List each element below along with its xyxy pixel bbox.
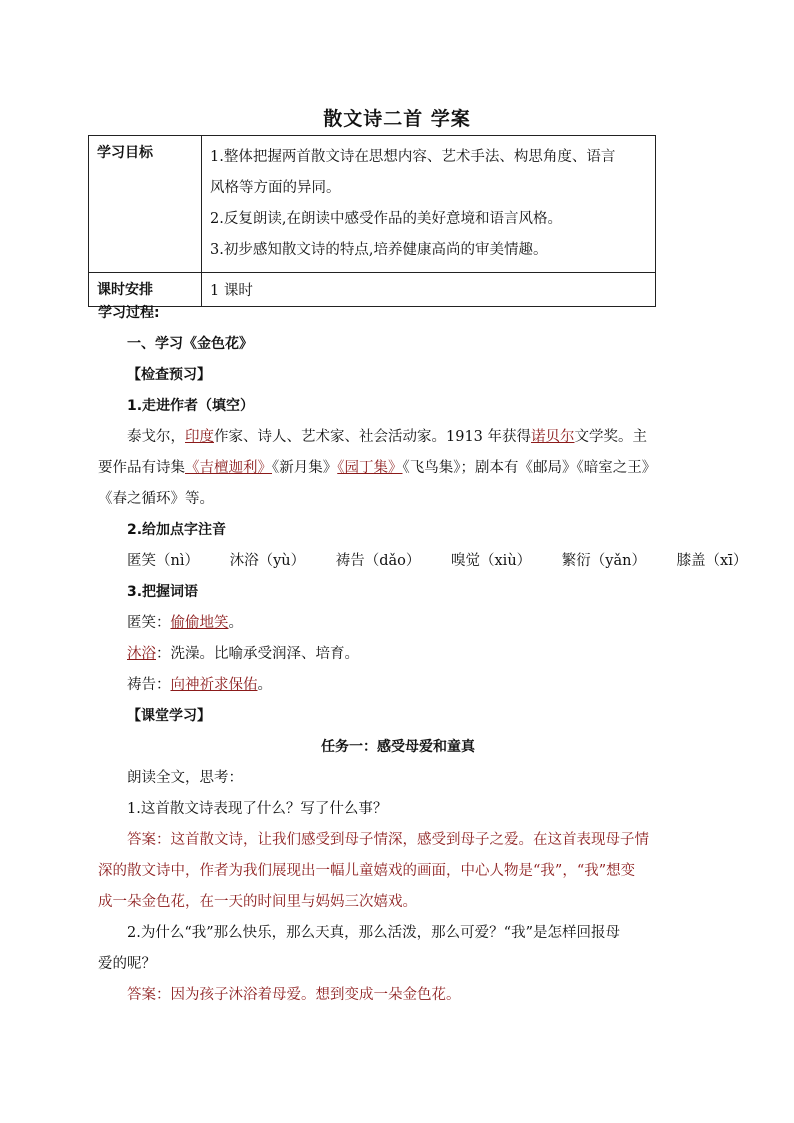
answer-prize: 诺贝尔 <box>531 429 575 445</box>
text: 《飞鸟集》；剧本有《邮局》《暗室之王》 <box>402 460 657 476</box>
goals-label: 学习目标 <box>89 136 202 273</box>
text: 要作品有诗集 <box>98 460 185 476</box>
question-2-line: 爱的呢？ <box>98 956 156 972</box>
answer-definition: 向神祈求保佑 <box>170 677 258 693</box>
text: 泰戈尔， <box>127 429 185 445</box>
term: 祷告： <box>127 677 171 693</box>
author-heading: 1.走进作者（填空） <box>127 398 255 414</box>
answer-country: 印度 <box>185 429 214 445</box>
answer-work-2: 《园丁集》 <box>337 460 403 476</box>
answer-definition: 偷偷地笑 <box>170 615 229 631</box>
process-heading: 学习过程: <box>98 305 160 321</box>
document-body <box>98 298 748 1011</box>
task1-heading: 任务一：感受母爱和童真 <box>321 739 475 755</box>
schedule-label: 课时安排 <box>89 273 202 307</box>
pinyin-item: 嗅觉（xiù） <box>451 553 532 569</box>
goals-row <box>89 136 656 273</box>
question-1: 1.这首散文诗表现了什么？写了什么事？ <box>127 801 388 817</box>
answer-term: 沐浴 <box>127 646 156 662</box>
pinyin-item: 膝盖（xī） <box>676 553 748 569</box>
author-line-3: 《春之循环》等。 <box>98 491 214 507</box>
pinyin-row <box>98 546 748 577</box>
pinyin-item: 匿笑（nì） <box>127 553 199 569</box>
pinyin-item: 沐浴（yù） <box>229 553 306 569</box>
answer-2: 答案：因为孩子沐浴着母爱。想到变成一朵金色花。 <box>127 987 461 1003</box>
term: 匿笑： <box>127 615 171 631</box>
author-line-1 <box>98 422 698 453</box>
goal-line: 2.反复朗读,在朗读中感受作品的美好意境和语言风格。 <box>210 211 562 227</box>
answer-1-line: 答案：这首散文诗，让我们感受到母子情深，感受到母子之爱。在这首表现母子情 <box>127 832 649 848</box>
pinyin-heading: 2.给加点字注音 <box>127 522 227 538</box>
text: 作家、诗人、艺术家、社会活动家。1913 年获得 <box>214 429 532 445</box>
text: 。 <box>228 615 243 631</box>
text: 《新月集》 <box>272 460 338 476</box>
schedule-value: 1 课时 <box>202 273 656 307</box>
read-prompt: 朗读全文，思考： <box>127 770 243 786</box>
text: 。 <box>257 677 272 693</box>
vocab-item-3 <box>98 670 698 701</box>
goal-line: 风格等方面的异同。 <box>210 180 341 196</box>
goals-cell <box>202 136 656 273</box>
vocab-item-2 <box>98 639 698 670</box>
pinyin-item: 繁衍（yǎn） <box>561 553 646 569</box>
definition: ：洗澡。比喻承受润泽、培育。 <box>156 646 359 662</box>
class-heading: 【课堂学习】 <box>127 708 211 724</box>
pinyin-item: 祷告（dǎo） <box>335 553 421 569</box>
preview-heading: 【检查预习】 <box>127 367 211 383</box>
question-2-line: 2.为什么“我”那么快乐，那么天真，那么活泼，那么可爱？“我”是怎样回报母 <box>127 925 620 941</box>
page-title: 散文诗二首 学案 <box>323 108 471 130</box>
section1-heading: 一、学习《金色花》 <box>127 336 253 352</box>
goal-line: 1.整体把握两首散文诗在思想内容、艺术手法、构思角度、语言 <box>210 149 616 165</box>
answer-1-line: 深的散文诗中，作者为我们展现出一幅儿童嬉戏的画面，中心人物是“我”，“我”想变 <box>98 863 636 879</box>
vocab-item-1 <box>98 608 698 639</box>
info-table <box>88 135 656 307</box>
vocab-heading: 3.把握词语 <box>127 584 199 600</box>
text: 文学奖。主 <box>574 429 648 445</box>
goal-line: 3.初步感知散文诗的特点,培养健康高尚的审美情趣。 <box>210 242 548 258</box>
answer-work-1: 《吉檀迦利》 <box>185 460 272 476</box>
answer-1-line: 成一朵金色花，在一天的时间里与妈妈三次嬉戏。 <box>98 894 417 910</box>
author-line-2 <box>98 453 698 484</box>
